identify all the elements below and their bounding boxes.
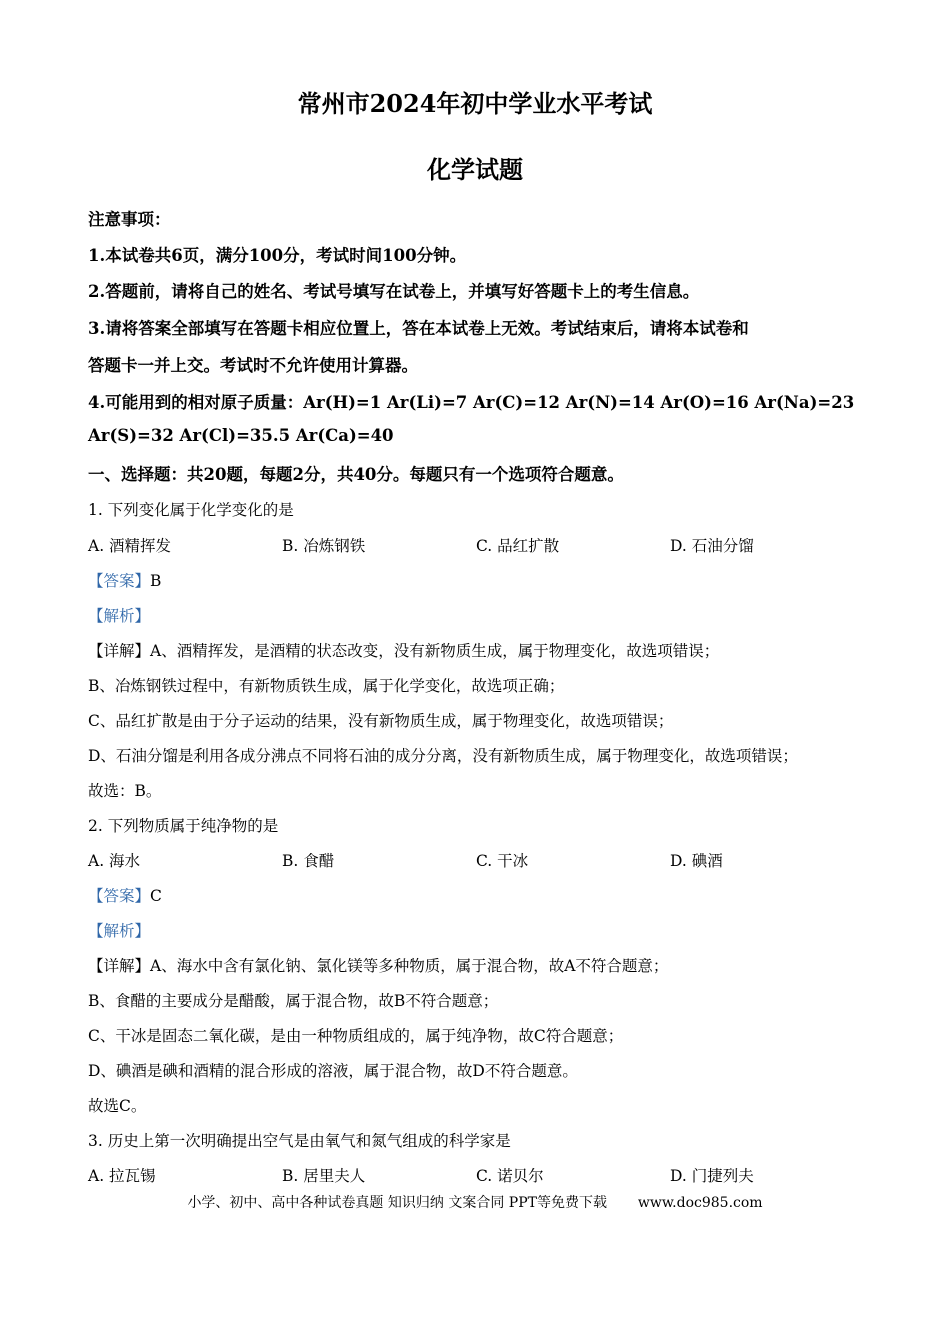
- page-subtitle: 化学试题: [427, 155, 523, 184]
- question-1-option-d: D. 石油分馏: [670, 537, 754, 555]
- question-2-analysis-tag: 【解析】: [88, 922, 151, 940]
- question-2-option-c: C. 干冰: [476, 852, 529, 870]
- answer-tag: 【答案】: [88, 572, 151, 590]
- note-item-4-cont: Ar(S)=32 Ar(Cl)=35.5 Ar(Ca)=40: [88, 426, 394, 445]
- question-2-detail-c: C、干冰是固态二氧化碳，是由一种物质组成的，属于纯净物，故C符合题意；: [88, 1027, 624, 1045]
- question-1-option-b: B. 冶炼钢铁: [282, 537, 366, 555]
- detail-tag: 【详解】: [88, 642, 151, 660]
- answer-value: C: [150, 887, 162, 905]
- question-1-analysis-tag: 【解析】: [88, 607, 151, 625]
- question-1-option-c: C. 品红扩散: [476, 537, 560, 555]
- question-1-conclusion: 故选：B。: [88, 782, 162, 800]
- note-item-4: 4.可能用到的相对原子质量：Ar(H)=1 Ar(Li)=7 Ar(C)=12 Ar(N)=14 Ar(O)=16 Ar(Na)=23: [88, 393, 855, 412]
- question-2-conclusion: 故选C。: [88, 1097, 147, 1115]
- question-2-option-b: B. 食醋: [282, 852, 335, 870]
- question-1-option-a: A. 酒精挥发: [88, 537, 172, 555]
- note-item-3: 3.请将答案全部填写在答题卡相应位置上，答在本试卷上无效。考试结束后，请将本试卷和: [88, 319, 749, 338]
- question-2-detail-b: B、食醋的主要成分是醋酸，属于混合物，故B不符合题意；: [88, 992, 499, 1010]
- page-title: 常州市2024年初中学业水平考试: [297, 89, 653, 118]
- question-1-answer: [88, 569, 161, 591]
- question-2-answer: [88, 884, 162, 906]
- detail-text: A、酒精挥发，是酒精的状态改变，没有新物质生成，属于物理变化，故选项错误；: [150, 642, 720, 660]
- note-item-3-cont: 答题卡一并上交。考试时不允许使用计算器。: [88, 356, 418, 375]
- note-item-1: 1.本试卷共6页，满分100分，考试时间100分钟。: [88, 246, 467, 265]
- question-2-detail-d: D、碘酒是碘和酒精的混合形成的溶液，属于混合物，故D不符合题意。: [88, 1062, 578, 1080]
- detail-tag: 【详解】: [88, 957, 151, 975]
- question-3-option-d: D. 门捷列夫: [670, 1167, 754, 1185]
- notes-heading: 注意事项：: [88, 210, 171, 229]
- answer-tag: 【答案】: [88, 887, 151, 905]
- question-1-detail-d: D、石油分馏是利用各成分沸点不同将石油的成分分离，没有新物质生成，属于物理变化，故选项错误；: [88, 747, 798, 765]
- question-2-option-a: A. 海水: [88, 852, 141, 870]
- question-2-option-d: D. 碘酒: [670, 852, 723, 870]
- question-3-option-c: C. 诺贝尔: [476, 1167, 544, 1185]
- question-1-stem: 1. 下列变化属于化学变化的是: [88, 501, 294, 519]
- answer-value: B: [150, 572, 162, 590]
- question-3-option-b: B. 居里夫人: [282, 1167, 366, 1185]
- footer-text: 小学、初中、高中各种试卷真题 知识归纳 文案合同 PPT等免费下载: [187, 1195, 607, 1211]
- question-1-detail-b: B、冶炼钢铁过程中，有新物质铁生成，属于化学变化，故选项正确；: [88, 677, 565, 695]
- question-2-stem: 2. 下列物质属于纯净物的是: [88, 817, 279, 835]
- question-3-stem: 3. 历史上第一次明确提出空气是由氧气和氮气组成的科学家是: [88, 1132, 511, 1150]
- question-2-detail: [88, 954, 668, 976]
- footer-link[interactable]: www.doc985.com: [637, 1195, 763, 1211]
- section-heading: 一、选择题：共20题，每题2分，共40分。每题只有一个选项符合题意。: [88, 465, 624, 484]
- question-3-option-a: A. 拉瓦锡: [88, 1167, 156, 1185]
- question-1-detail-c: C、品红扩散是由于分子运动的结果，没有新物质生成，属于物理变化，故选项错误；: [88, 712, 674, 730]
- note-item-2: 2.答题前，请将自己的姓名、考试号填写在试卷上，并填写好答题卡上的考生信息。: [88, 282, 700, 301]
- page-footer: [0, 1192, 950, 1212]
- detail-text: A、海水中含有氯化钠、氯化镁等多种物质，属于混合物，故A不符合题意；: [150, 957, 669, 975]
- question-1-detail: [88, 639, 719, 661]
